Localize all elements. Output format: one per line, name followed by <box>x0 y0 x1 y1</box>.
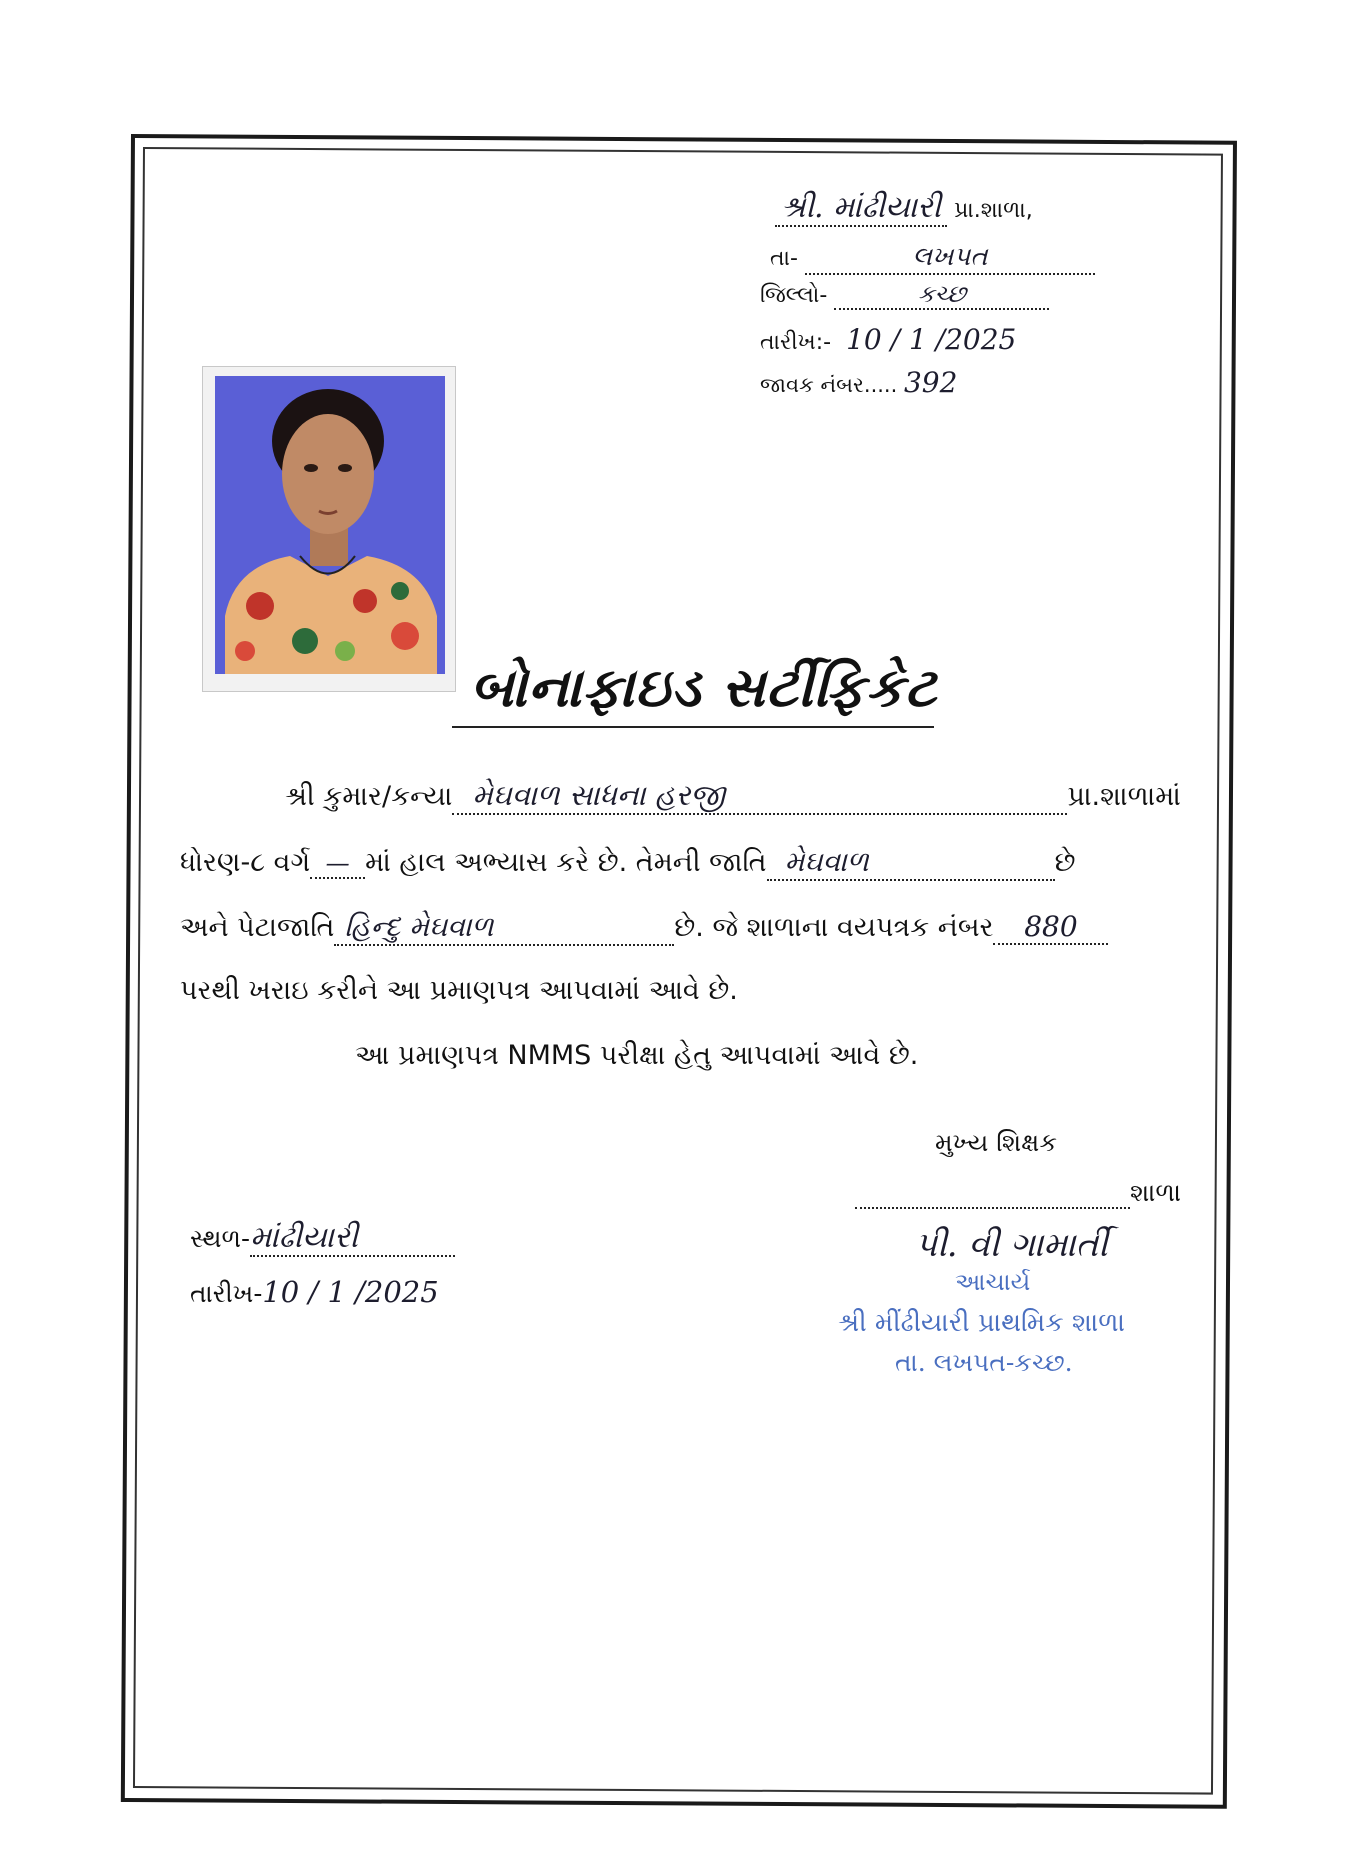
body-line-1 <box>285 778 1181 815</box>
district-label: જિલ્લો- <box>760 283 828 308</box>
school-name-handwritten: શ્રી. માંઢીયારી <box>775 190 947 227</box>
date-label: તારીખ:- <box>760 330 832 355</box>
date-handwritten: 10 / 1 /2025 <box>846 323 1017 356</box>
place-label: સ્થળ- <box>190 1224 251 1253</box>
student-photo-illustration <box>215 376 445 674</box>
register-phrase: છે. જે શાળાના વયપત્રક નંબર <box>674 912 994 943</box>
class-handwritten: — <box>310 849 365 879</box>
stamp-role: આચાર્ય <box>955 1268 1031 1296</box>
outward-label: જાવક નંબર..... <box>760 373 898 397</box>
body-line-5: આ પ્રમાણપત્ર NMMS પરીક્ષા હેતુ આપવામાં આવે છે. <box>355 1040 919 1071</box>
school-dots <box>855 1178 1130 1209</box>
taluka-line <box>770 242 1095 275</box>
district-handwritten: કચ્છ <box>834 280 1049 310</box>
footer-date-handwritten: 10 / 1 /2025 <box>262 1275 439 1309</box>
subcaste-handwritten: હિન્દુ મેઘવાળ <box>334 910 674 946</box>
school-suffix: પ્રા.શાળા, <box>954 198 1033 223</box>
school-line <box>775 190 1033 227</box>
place-line <box>190 1220 455 1257</box>
taluka-label: તા- <box>770 246 798 271</box>
outward-handwritten: 392 <box>903 366 958 399</box>
subcaste-label: અને પેટાજાતિ <box>180 912 335 943</box>
date-line <box>760 323 1016 356</box>
stamp-taluka: તા. લખપત-કચ્છ. <box>895 1348 1073 1377</box>
district-line <box>760 280 1049 310</box>
caste-handwritten: મેઘવાળ <box>767 845 1055 881</box>
caste-suffix: છે <box>1054 847 1076 878</box>
footer-date-label: તારીખ- <box>190 1279 263 1308</box>
body-line-3 <box>180 910 1108 946</box>
standard-label: ધોરણ-૮ વર્ગ <box>180 847 311 878</box>
certificate-title: બોનાફાઇડ સર્ટીફિકેટ <box>470 655 938 719</box>
outward-line <box>760 366 957 399</box>
register-number-handwritten: 880 <box>993 910 1108 945</box>
school-label: શાળા <box>1130 1178 1182 1207</box>
title-underline <box>452 726 934 728</box>
student-label: શ્રી કુમાર/કન્યા <box>285 781 453 812</box>
taluka-handwritten: લખપત <box>805 242 1095 275</box>
body-line-2 <box>180 845 1075 881</box>
head-teacher-label: મુખ્ય શિક્ષક <box>935 1128 1057 1157</box>
caste-phrase: માં હાલ અભ્યાસ કરે છે. તેમની જાતિ <box>365 847 767 878</box>
school-sign-line <box>855 1178 1181 1209</box>
signature-handwritten: પી. વી ગામાર્તી <box>915 1225 1108 1265</box>
place-handwritten: માંઢીયારી <box>250 1220 455 1257</box>
student-name-handwritten: મેઘવાળ સાધના હરજી <box>452 778 1067 815</box>
stamp-school: શ્રી મીંઢીયારી પ્રાથમિક શાળા <box>838 1308 1125 1338</box>
body-line-4: પરથી ખરાઇ કરીને આ પ્રમાણપત્ર આપવામાં આવે છે. <box>180 975 738 1006</box>
school-phrase: પ્રા.શાળામાં <box>1067 781 1181 812</box>
footer-date-line <box>190 1275 439 1309</box>
student-photo <box>215 376 445 674</box>
